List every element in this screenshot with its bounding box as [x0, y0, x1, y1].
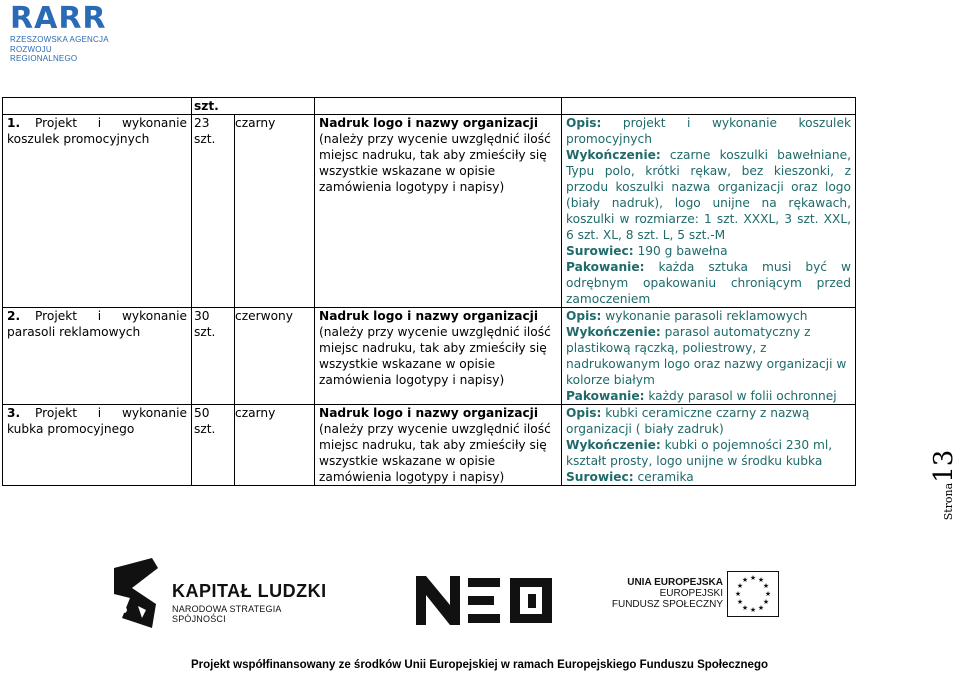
item-qty: 30 szt. — [192, 308, 235, 405]
item-description-cell — [562, 405, 856, 486]
item-description-cell — [562, 308, 856, 405]
svg-text:★: ★ — [749, 606, 757, 614]
svg-text:★: ★ — [741, 576, 749, 584]
item-number: 3. — [7, 406, 21, 420]
item-number: 1. — [7, 116, 21, 130]
item-name-cell — [3, 308, 192, 405]
page-number-value: 13 — [929, 449, 959, 483]
print-title: Nadruk logo i nazwy organizacji — [319, 406, 539, 420]
item-qty: 23 szt. — [192, 115, 235, 308]
table-head-fragment-row — [3, 98, 856, 115]
rarr-logo-subtitle-2: ROZWOJU REGIONALNEGO — [10, 45, 78, 63]
table-row — [3, 308, 856, 405]
item-name: Projekt i wykonanie kubka promocyjnego — [7, 406, 187, 436]
svg-text:★: ★ — [757, 604, 765, 612]
rarr-logo-word: RARR — [10, 1, 107, 36]
page-number-label: Strona — [942, 482, 955, 521]
desc-line: Pakowanie: każdy parasol w folii ochronnej — [566, 389, 837, 403]
desc-line: Wykończenie: parasol automatyczny z plastikową rączką, poliestrowy, z nadrukowanym logo oraz nazwy organizacji w kolorze białym — [566, 325, 847, 387]
item-qty: 50 szt. — [192, 405, 235, 486]
item-name-cell — [3, 405, 192, 486]
rarr-logo-subtitle-1: RZESZOWSKA AGENCJA — [10, 35, 109, 44]
offer-table — [2, 97, 856, 486]
page-number — [929, 445, 959, 525]
desc-line: Surowiec: 190 g bawełna — [566, 244, 728, 258]
rarr-logo — [10, 1, 110, 64]
eu-line-2: EUROPEJSKI — [659, 588, 723, 599]
eu-stars-flag-icon — [727, 571, 779, 617]
item-name: Projekt i wykonanie koszulek promocyjnych — [7, 116, 187, 146]
eu-line-3: FUNDUSZ SPOŁECZNY — [611, 599, 723, 610]
neo-logo — [410, 570, 570, 630]
desc-line: Opis: wykonanie parasoli reklamowych — [566, 309, 808, 323]
svg-text:★: ★ — [764, 590, 772, 598]
kapital-ludzki-title: KAPITAŁ LUDZKI — [172, 581, 327, 601]
svg-text:★: ★ — [734, 590, 742, 598]
svg-text:★: ★ — [736, 598, 744, 606]
desc-line: Pakowanie: każda sztuka musi być w odrębnym opakowaniu chroniącym przed zamoczeniem — [566, 260, 851, 306]
item-print-cell — [315, 308, 562, 405]
svg-text:★: ★ — [736, 582, 744, 590]
item-color: czarny — [235, 405, 315, 486]
svg-text:★: ★ — [749, 574, 757, 582]
table-row — [3, 115, 856, 308]
print-note: (należy przy wycenie uwzględnić ilość miejsc nadruku, tak aby zmieściły się wszystkie wskazane w opisie zamówienia logotypy i napisy) — [319, 132, 551, 194]
item-name-cell — [3, 115, 192, 308]
item-print-cell — [315, 115, 562, 308]
kapital-ludzki-subtitle: NARODOWA STRATEGIA SPÓJNOŚCI — [172, 604, 282, 624]
svg-text:★: ★ — [741, 604, 749, 612]
print-title: Nadruk logo i nazwy organizacji — [319, 309, 539, 323]
eu-efs-logo — [610, 571, 785, 631]
desc-line: Opis: kubki ceramiczne czarny z nazwą organizacji ( biały zadruk) — [566, 406, 810, 436]
item-print-cell — [315, 405, 562, 486]
footer-cofinancing-text: Projekt współfinansowany ze środków Unii Europejskiej w ramach Europejskiego Funduszu Społecznego — [190, 659, 769, 671]
kapital-ludzki-logo — [112, 558, 332, 628]
item-color: czarny — [235, 115, 315, 308]
desc-line: Wykończenie: kubki o pojemności 230 ml, kształt prosty, logo unijne w środku kubka — [566, 438, 833, 468]
item-number: 2. — [7, 309, 21, 323]
eu-line-1: UNIA EUROPEJSKA — [627, 577, 723, 588]
print-title: Nadruk logo i nazwy organizacji — [319, 116, 539, 130]
item-color: czerwony — [235, 308, 315, 405]
kapital-ludzki-emblem-icon — [112, 558, 167, 628]
table-row — [3, 405, 856, 486]
desc-line: Wykończenie: czarne koszulki bawełniane, Typu polo, krótki rękaw, bez kieszonki, z przodu koszulki nazwa organizacji oraz logo (biały nadruk), logo unijne na rękawach, koszulki w rozmiarze: 1 szt. XXXL, 3 szt. XXL, 6 szt. XL, 8 szt. L, 5 szt.-M — [566, 148, 851, 242]
desc-line: Surowiec: ceramika — [566, 470, 694, 484]
print-note: (należy przy wycenie uwzględnić ilość miejsc nadruku, tak aby zmieściły się wszystkie wskazane w opisie zamówienia logotypy i napisy) — [319, 325, 551, 387]
print-note: (należy przy wycenie uwzględnić ilość miejsc nadruku, tak aby zmieściły się wszystkie wskazane w opisie zamówienia logotypy i napisy) — [319, 422, 551, 484]
item-name: Projekt i wykonanie parasoli reklamowych — [7, 309, 187, 339]
desc-line: Opis: projekt i wykonanie koszulek promocyjnych — [566, 116, 851, 146]
svg-text:★: ★ — [762, 598, 770, 606]
svg-text:★: ★ — [762, 582, 770, 590]
head-fragment: szt. — [192, 98, 315, 115]
item-description-cell — [562, 115, 856, 308]
svg-text:★: ★ — [757, 576, 765, 584]
